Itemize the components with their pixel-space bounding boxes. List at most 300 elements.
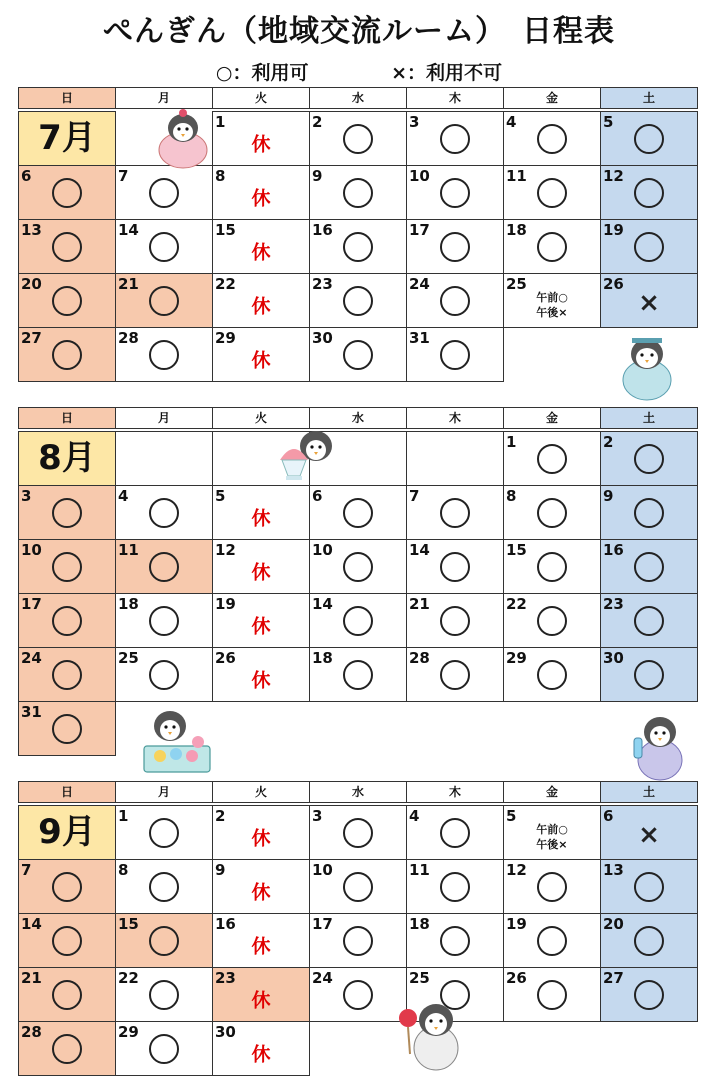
day-cell [309, 485, 407, 540]
day-number: 30 [312, 329, 333, 347]
day-number: 21 [21, 969, 42, 987]
day-number: 25 [506, 275, 527, 293]
day-cell [309, 539, 407, 594]
available-circle-icon [52, 660, 82, 690]
available-circle-icon [343, 498, 373, 528]
day-number: 1 [118, 807, 129, 825]
pm-note: 午後× [536, 305, 568, 319]
page-title: ぺんぎん（地域交流ルーム） 日程表 [103, 14, 615, 49]
day-cell [503, 273, 601, 328]
day-cell [212, 859, 310, 914]
day-number: 20 [603, 915, 624, 933]
month-label: 7月 [18, 111, 116, 166]
unavailable-cross-icon: × [638, 819, 660, 850]
day-number: 15 [215, 221, 236, 239]
day-number: 16 [215, 915, 236, 933]
closed-label: 休 [251, 187, 271, 209]
day-cell [115, 431, 213, 486]
closed-label: 休 [251, 827, 271, 849]
closed-label: 休 [251, 295, 271, 317]
day-number: 6 [603, 807, 614, 825]
day-cell [406, 913, 504, 968]
day-cell [18, 539, 116, 594]
closed-label: 休 [251, 669, 271, 691]
day-number: 24 [312, 969, 333, 987]
available-circle-icon [343, 124, 373, 154]
day-cell [18, 647, 116, 702]
day-cell [600, 219, 698, 274]
available-circle-icon [149, 980, 179, 1010]
day-cell [309, 593, 407, 648]
weekday-5: 金 [503, 781, 601, 803]
day-number: 22 [506, 595, 527, 613]
available-circle-icon [537, 926, 567, 956]
day-number: 3 [409, 113, 420, 131]
available-circle-icon [440, 340, 470, 370]
penguin-blue-yukata-icon [612, 330, 682, 404]
day-cell [212, 913, 310, 968]
day-number: 19 [603, 221, 624, 239]
day-number: 17 [21, 595, 42, 613]
day-cell [600, 805, 698, 860]
available-circle-icon [149, 498, 179, 528]
available-circle-icon [634, 926, 664, 956]
day-number: 15 [506, 541, 527, 559]
day-cell [503, 805, 601, 860]
day-cell [309, 805, 407, 860]
day-number: 7 [118, 167, 129, 185]
day-cell [406, 805, 504, 860]
available-circle-icon [343, 926, 373, 956]
closed-label: 休 [251, 881, 271, 903]
day-number: 30 [603, 649, 624, 667]
weekday-5: 金 [503, 407, 601, 429]
day-number: 26 [215, 649, 236, 667]
pm-note: 午後× [536, 837, 568, 851]
am-pm-note [536, 822, 568, 852]
day-cell [600, 165, 698, 220]
available-circle-icon [52, 1034, 82, 1064]
day-number: 22 [118, 969, 139, 987]
available-circle-icon [537, 232, 567, 262]
day-cell [503, 111, 601, 166]
day-cell [309, 647, 407, 702]
day-cell [115, 593, 213, 648]
am-note: 午前○ [536, 290, 568, 304]
day-number: 23 [215, 969, 236, 987]
month-label: 9月 [18, 805, 116, 860]
day-number: 6 [21, 167, 32, 185]
day-number: 9 [215, 861, 226, 879]
day-cell [600, 485, 698, 540]
day-cell [212, 219, 310, 274]
weekday-3: 水 [309, 87, 407, 109]
day-number: 22 [215, 275, 236, 293]
closed-label: 休 [251, 349, 271, 371]
day-cell [406, 647, 504, 702]
day-number: 21 [409, 595, 430, 613]
day-number: 15 [118, 915, 139, 933]
day-number: 7 [409, 487, 420, 505]
day-number: 6 [312, 487, 323, 505]
closed-label: 休 [251, 1043, 271, 1065]
available-circle-icon [52, 980, 82, 1010]
day-number: 1 [506, 433, 517, 451]
day-number: 19 [215, 595, 236, 613]
day-cell [406, 859, 504, 914]
day-number: 30 [215, 1023, 236, 1041]
day-number: 17 [312, 915, 333, 933]
day-cell [503, 967, 601, 1022]
am-pm-note [536, 290, 568, 320]
day-number: 18 [409, 915, 430, 933]
weekday-4: 木 [406, 781, 504, 803]
day-cell [600, 593, 698, 648]
day-cell [600, 859, 698, 914]
day-number: 14 [21, 915, 42, 933]
day-number: 27 [603, 969, 624, 987]
day-cell [503, 647, 601, 702]
available-circle-icon [52, 926, 82, 956]
month-label: 8月 [18, 431, 116, 486]
available-circle-icon [52, 178, 82, 208]
day-number: 5 [215, 487, 226, 505]
day-number: 25 [118, 649, 139, 667]
weekday-6: 土 [600, 781, 698, 803]
day-cell [212, 273, 310, 328]
closed-label: 休 [251, 133, 271, 155]
available-circle-icon [52, 552, 82, 582]
available-circle-icon [634, 444, 664, 474]
day-cell [406, 539, 504, 594]
day-cell [18, 327, 116, 382]
closed-label: 休 [251, 935, 271, 957]
available-circle-icon [52, 498, 82, 528]
day-number: 23 [603, 595, 624, 613]
day-number: 10 [409, 167, 430, 185]
day-number: 8 [506, 487, 517, 505]
day-cell [18, 1021, 116, 1076]
day-cell [600, 913, 698, 968]
day-cell [115, 485, 213, 540]
weekday-3: 水 [309, 781, 407, 803]
weekday-4: 木 [406, 87, 504, 109]
day-cell [406, 273, 504, 328]
day-number: 14 [409, 541, 430, 559]
closed-label: 休 [251, 989, 271, 1011]
day-cell [212, 1021, 310, 1076]
day-cell [115, 219, 213, 274]
weekday-header [18, 87, 697, 111]
weekday-0: 日 [18, 407, 116, 429]
available-circle-icon [343, 286, 373, 316]
weekday-6: 土 [600, 407, 698, 429]
day-number: 25 [409, 969, 430, 987]
day-number: 11 [409, 861, 430, 879]
weekday-0: 日 [18, 781, 116, 803]
penguin-yukata-icon [150, 108, 216, 170]
day-number: 28 [409, 649, 430, 667]
day-number: 23 [312, 275, 333, 293]
day-cell [212, 593, 310, 648]
day-number: 29 [215, 329, 236, 347]
available-circle-icon [440, 872, 470, 902]
available-circle-icon [343, 818, 373, 848]
penguin-ramune-icon [628, 708, 690, 782]
weekday-header [18, 407, 697, 431]
day-cell [600, 273, 698, 328]
day-cell [115, 539, 213, 594]
day-cell [309, 967, 407, 1022]
day-cell [115, 859, 213, 914]
day-cell [600, 539, 698, 594]
am-note: 午前○ [536, 822, 568, 836]
day-cell [309, 327, 407, 382]
day-number: 16 [603, 541, 624, 559]
weekday-1: 月 [115, 87, 213, 109]
day-cell [600, 111, 698, 166]
available-circle-icon [634, 552, 664, 582]
available-circle-icon [537, 552, 567, 582]
day-number: 8 [215, 167, 226, 185]
available-circle-icon [149, 872, 179, 902]
available-circle-icon [537, 178, 567, 208]
day-cell [212, 539, 310, 594]
day-cell [115, 913, 213, 968]
unavailable-cross-icon: × [638, 287, 660, 318]
day-cell [18, 913, 116, 968]
weekday-6: 土 [600, 87, 698, 109]
available-circle-icon [537, 872, 567, 902]
day-number: 4 [118, 487, 129, 505]
available-circle-icon [343, 660, 373, 690]
available-circle-icon [149, 232, 179, 262]
available-circle-icon [440, 124, 470, 154]
weekday-1: 月 [115, 781, 213, 803]
day-cell [18, 165, 116, 220]
available-circle-icon [149, 606, 179, 636]
available-circle-icon [537, 444, 567, 474]
day-cell [600, 431, 698, 486]
day-cell [115, 647, 213, 702]
day-number: 21 [118, 275, 139, 293]
day-number: 3 [312, 807, 323, 825]
day-number: 16 [312, 221, 333, 239]
available-circle-icon [440, 926, 470, 956]
available-circle-icon [149, 926, 179, 956]
available-circle-icon [537, 980, 567, 1010]
available-circle-icon [440, 178, 470, 208]
day-number: 14 [118, 221, 139, 239]
available-circle-icon [343, 872, 373, 902]
day-number: 28 [118, 329, 139, 347]
day-number: 7 [21, 861, 32, 879]
day-cell [212, 967, 310, 1022]
day-cell [212, 485, 310, 540]
legend-unavailable: ×：利用不可 [391, 62, 503, 84]
day-number: 3 [21, 487, 32, 505]
day-number: 10 [312, 861, 333, 879]
available-circle-icon [634, 980, 664, 1010]
closed-label: 休 [251, 561, 271, 583]
day-number: 24 [21, 649, 42, 667]
available-circle-icon [440, 232, 470, 262]
available-circle-icon [149, 340, 179, 370]
day-number: 12 [603, 167, 624, 185]
day-number: 2 [215, 807, 226, 825]
day-number: 14 [312, 595, 333, 613]
day-cell [309, 165, 407, 220]
day-cell [406, 327, 504, 382]
day-number: 18 [506, 221, 527, 239]
day-cell [503, 485, 601, 540]
available-circle-icon [634, 872, 664, 902]
available-circle-icon [149, 818, 179, 848]
day-cell [600, 647, 698, 702]
day-number: 2 [603, 433, 614, 451]
available-circle-icon [343, 606, 373, 636]
day-number: 4 [506, 113, 517, 131]
penguin-candy-apple-icon [394, 996, 468, 1080]
closed-label: 休 [251, 615, 271, 637]
available-circle-icon [440, 498, 470, 528]
weekday-1: 月 [115, 407, 213, 429]
day-cell [309, 273, 407, 328]
day-cell [212, 165, 310, 220]
day-cell [212, 647, 310, 702]
day-cell [503, 593, 601, 648]
day-cell [406, 431, 504, 486]
day-cell [503, 165, 601, 220]
day-number: 8 [118, 861, 129, 879]
available-circle-icon [440, 818, 470, 848]
day-number: 5 [506, 807, 517, 825]
weekday-0: 日 [18, 87, 116, 109]
legend-available: ○：利用可 [215, 62, 309, 84]
available-circle-icon [634, 498, 664, 528]
day-number: 12 [215, 541, 236, 559]
day-number: 29 [506, 649, 527, 667]
day-cell [503, 539, 601, 594]
day-number: 9 [312, 167, 323, 185]
day-cell [115, 165, 213, 220]
available-circle-icon [537, 498, 567, 528]
day-cell [212, 111, 310, 166]
legend [0, 58, 718, 85]
day-cell [18, 967, 116, 1022]
day-cell [503, 859, 601, 914]
day-cell [18, 701, 116, 756]
available-circle-icon [52, 232, 82, 262]
day-cell [212, 327, 310, 382]
available-circle-icon [149, 660, 179, 690]
closed-label: 休 [251, 241, 271, 263]
available-circle-icon [343, 980, 373, 1010]
day-number: 10 [312, 541, 333, 559]
day-number: 18 [312, 649, 333, 667]
day-number: 4 [409, 807, 420, 825]
day-number: 31 [409, 329, 430, 347]
weekday-5: 金 [503, 87, 601, 109]
available-circle-icon [149, 178, 179, 208]
available-circle-icon [149, 552, 179, 582]
day-number: 20 [21, 275, 42, 293]
day-number: 11 [506, 167, 527, 185]
day-number: 13 [603, 861, 624, 879]
available-circle-icon [343, 178, 373, 208]
available-circle-icon [343, 232, 373, 262]
day-cell [600, 967, 698, 1022]
day-cell [309, 859, 407, 914]
day-cell [115, 273, 213, 328]
day-cell [115, 805, 213, 860]
day-number: 5 [603, 113, 614, 131]
day-number: 2 [312, 113, 323, 131]
available-circle-icon [634, 660, 664, 690]
available-circle-icon [149, 286, 179, 316]
day-number: 19 [506, 915, 527, 933]
weekday-4: 木 [406, 407, 504, 429]
weekday-3: 水 [309, 407, 407, 429]
available-circle-icon [634, 232, 664, 262]
available-circle-icon [537, 606, 567, 636]
day-cell [406, 593, 504, 648]
penguin-water-balloon-icon [138, 700, 216, 778]
available-circle-icon [52, 872, 82, 902]
day-cell [18, 273, 116, 328]
day-number: 28 [21, 1023, 42, 1041]
day-cell [18, 593, 116, 648]
day-number: 1 [215, 113, 226, 131]
available-circle-icon [537, 124, 567, 154]
available-circle-icon [343, 552, 373, 582]
day-number: 26 [603, 275, 624, 293]
day-number: 31 [21, 703, 42, 721]
day-cell [115, 967, 213, 1022]
available-circle-icon [440, 660, 470, 690]
day-cell [503, 219, 601, 274]
available-circle-icon [343, 340, 373, 370]
available-circle-icon [634, 124, 664, 154]
day-cell [18, 485, 116, 540]
available-circle-icon [634, 606, 664, 636]
day-number: 11 [118, 541, 139, 559]
day-cell [309, 219, 407, 274]
penguin-shaved-ice-icon [272, 420, 342, 486]
available-circle-icon [634, 178, 664, 208]
available-circle-icon [440, 286, 470, 316]
day-number: 13 [21, 221, 42, 239]
day-number: 10 [21, 541, 42, 559]
day-cell [115, 327, 213, 382]
day-number: 29 [118, 1023, 139, 1041]
available-circle-icon [52, 340, 82, 370]
day-cell [406, 485, 504, 540]
available-circle-icon [52, 286, 82, 316]
day-cell [309, 913, 407, 968]
available-circle-icon [440, 552, 470, 582]
day-cell [212, 805, 310, 860]
day-number: 17 [409, 221, 430, 239]
day-number: 18 [118, 595, 139, 613]
available-circle-icon [149, 1034, 179, 1064]
day-cell [406, 219, 504, 274]
day-number: 9 [603, 487, 614, 505]
weekday-header [18, 781, 697, 805]
day-cell [309, 111, 407, 166]
closed-label: 休 [251, 507, 271, 529]
available-circle-icon [537, 660, 567, 690]
